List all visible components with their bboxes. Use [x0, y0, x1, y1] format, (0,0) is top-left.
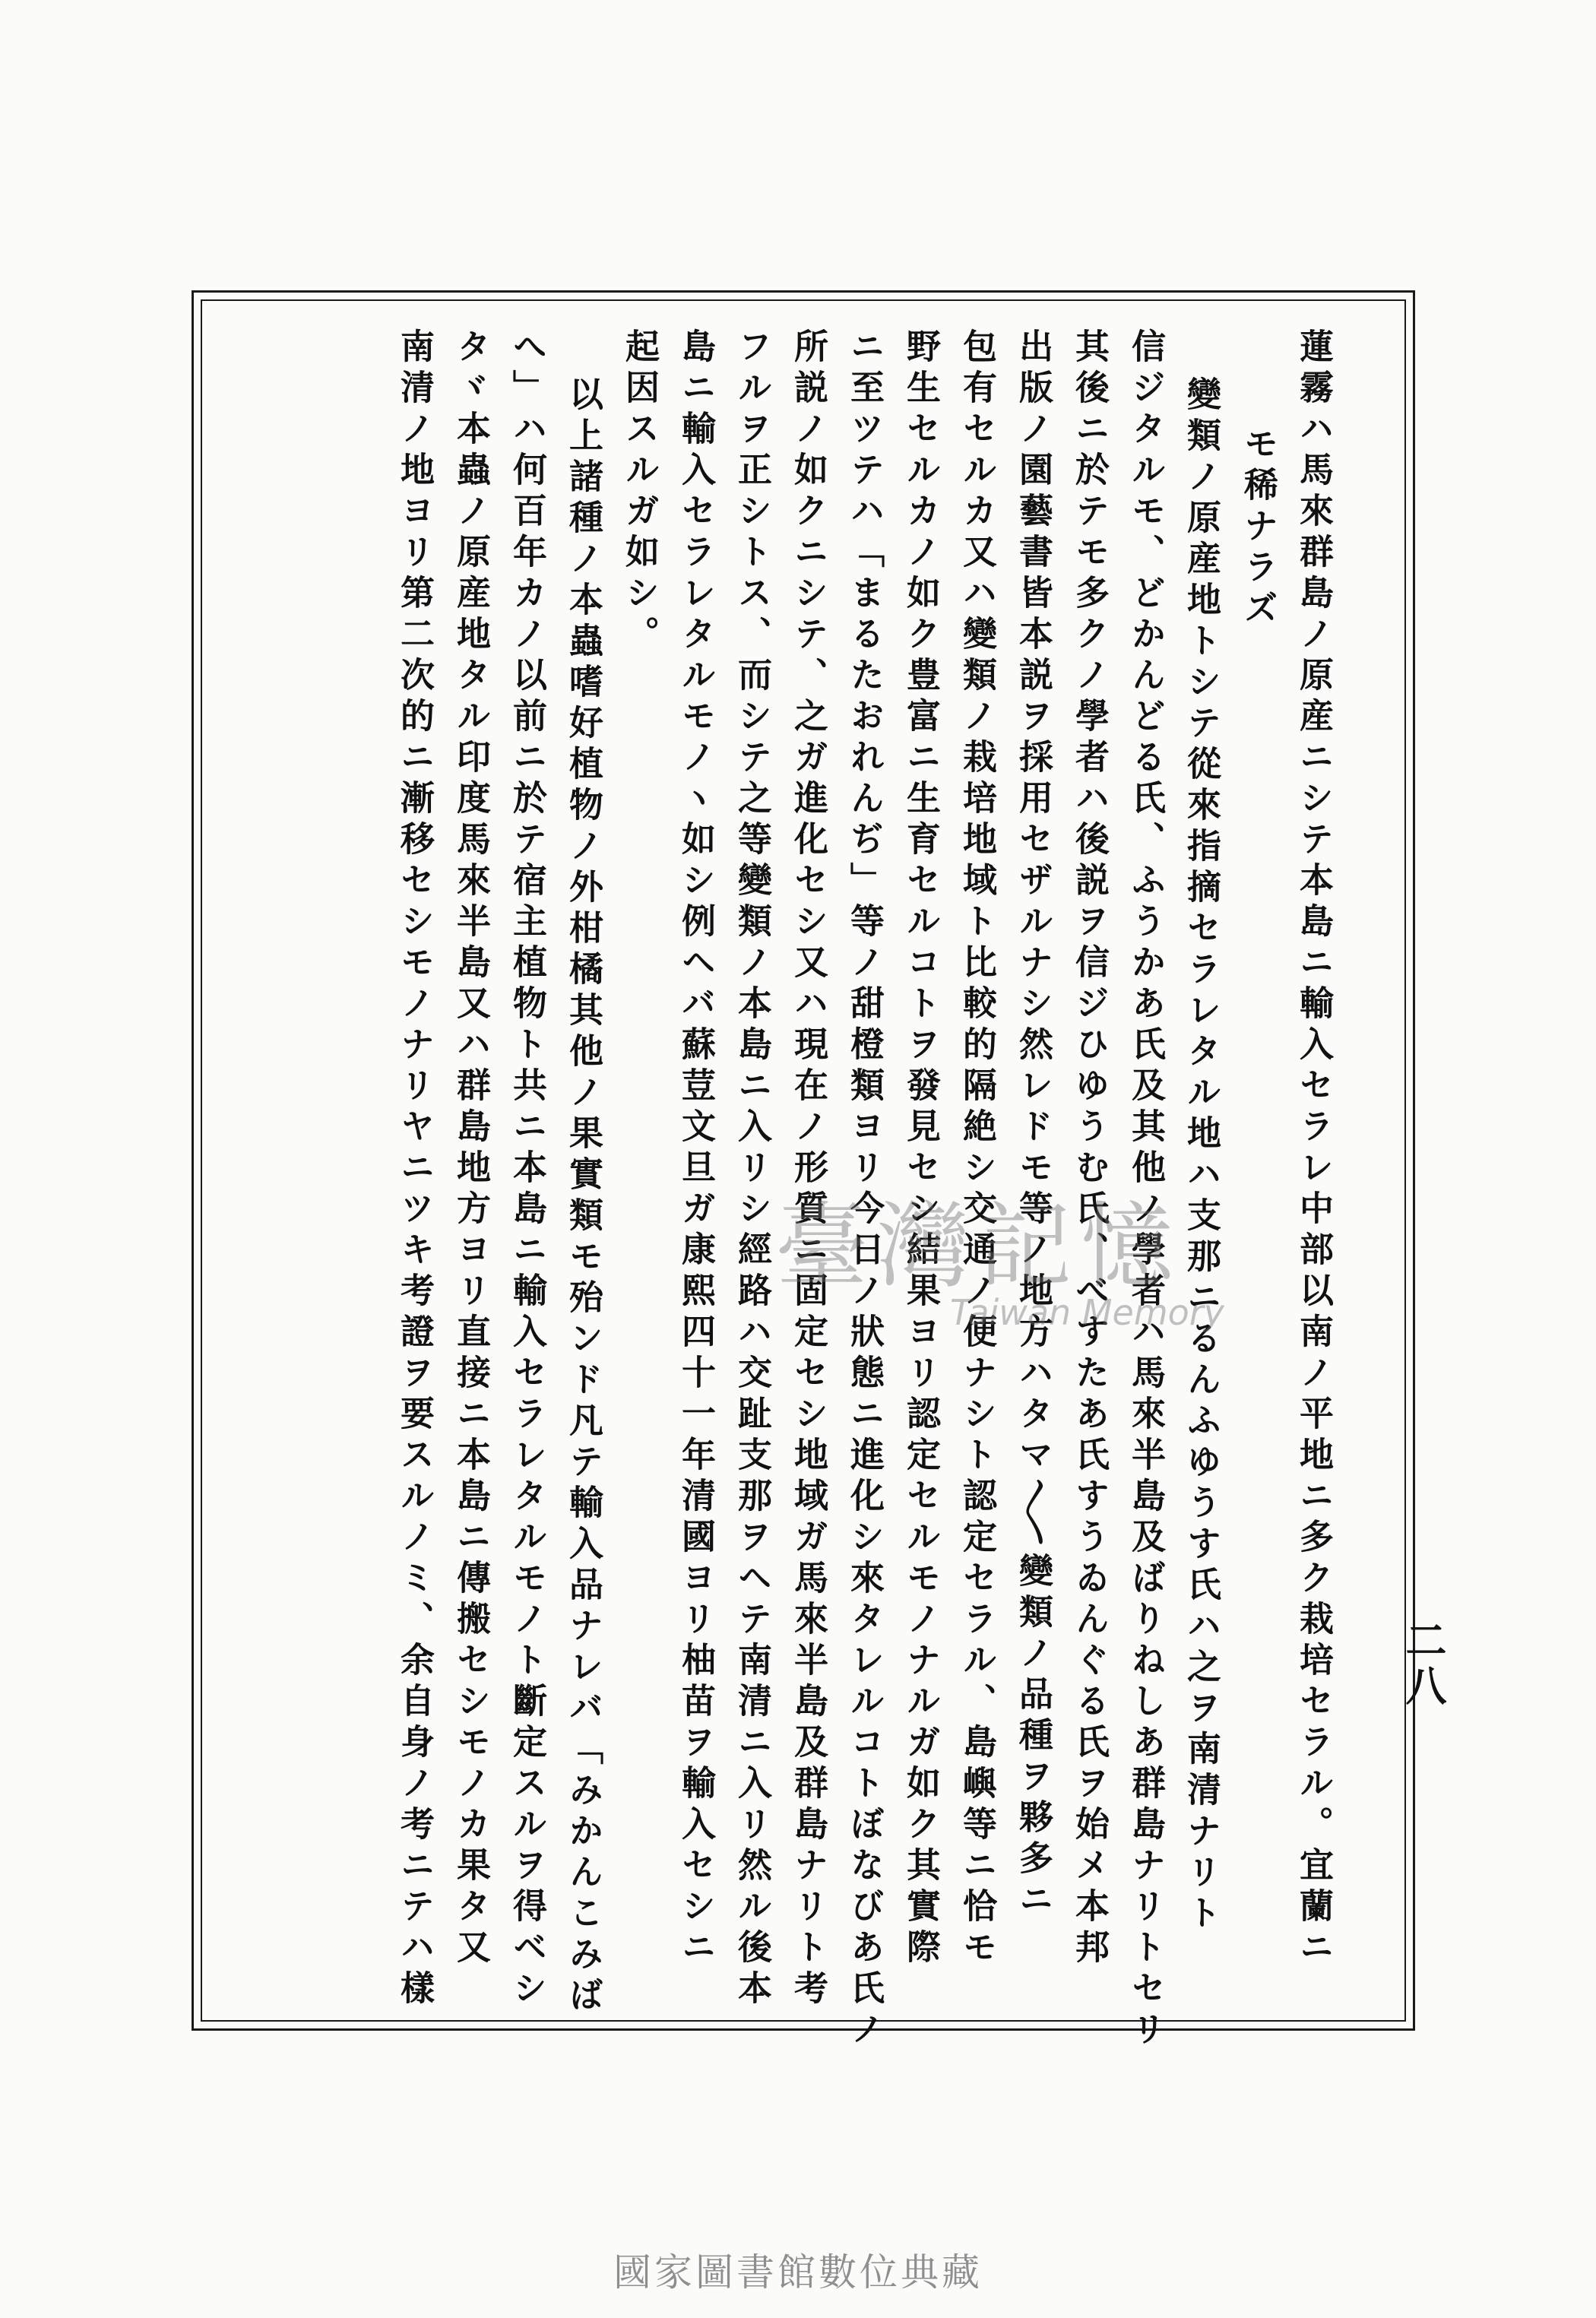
footer-collection-label: 國家圖書館數位典藏 [613, 2250, 983, 2294]
text-column-15: へ」ハ何百年カノ以前ニ於テ宿主植物ト共ニ本島ニ輸入セラレタルモノト斷定スルヲ得ベシ [507, 328, 547, 2011]
text-column-13: 起因スルガ如シ。 [619, 328, 660, 657]
text-column-17: 南清ノ地ヨリ第二次的ニ漸移セシモノナリヤニツキ考證ヲ要スルノミ、余自身ノ考ニテハ樣 [394, 328, 435, 2011]
text-column-9: ニ至ツテハ「まるたおれんぢ」等ノ甜橙類ヨリ今日ノ狀態ニ進化シ來タレルコトぼなびあ氏ノ [844, 328, 885, 2052]
text-column-8: 野生セルカノ如ク豊富ニ生育セルコトヲ發見セシ結果ヨリ認定セルモノナルガ如ク其實際 [901, 328, 941, 1970]
text-column-4: 信ジタルモ、どかんどる氏、ふうかあ氏及其他ノ學者ハ馬來半島及ばりねしあ群島ナリトセリ [1126, 328, 1166, 2052]
text-column-14: 以上諸種ノ本蟲嗜好植物ノ外柑橘其他ノ果實類モ殆ンド凡テ輸入品ナレバ「みかんこみば [563, 376, 603, 2018]
text-column-2: モ稀ナラズ [1238, 426, 1278, 631]
text-column-10: 所説ノ如クニシテ、之ガ進化セシ又ハ現在ノ形質ニ固定セシ地域ガ馬來半島及群島ナリト考 [788, 328, 828, 2011]
text-column-3: 變類ノ原産地トシテ從來指摘セラレタル地ハ支那ニるんふゆうす氏ハ之ヲ南清ナリト [1181, 376, 1221, 1936]
watermark [775, 1193, 1292, 1360]
text-column-16: タヾ本蟲ノ原産地タル印度馬來半島又ハ群島地方ヨリ直接ニ本島ニ傳搬セシモノカ果タ又 [451, 328, 491, 1970]
text-column-6: 出版ノ園藝書皆本説ヲ採用セザルナシ然レドモ等ノ地方ハタマ〳〵變類ノ品種ヲ夥多ニ [1013, 328, 1053, 1922]
text-column-7: 包有セルカ又ハ變類ノ栽培地域ト比較的隔絶シ交通ノ便ナシト認定セラル、島嶼等ニ恰モ [957, 328, 997, 1970]
page-number: 二八 [1399, 1619, 1448, 1710]
text-column-12: 島ニ輸入セラレタルモノヽ如シ例ヘバ蘇荳文旦ガ康熙四十一年清國ヨリ柚苗ヲ輸入セシニ [676, 328, 716, 1970]
watermark-subtitle: Taiwan Memory [950, 1292, 1224, 1333]
text-column-1: 蓮霧ハ馬來群島ノ原産ニシテ本島ニ輸入セラレ中部以南ノ平地ニ多ク栽培セラル。宜蘭ニ [1294, 328, 1334, 1970]
text-column-5: 其後ニ於テモ多クノ學者ハ後説ヲ信ジひゆうむ氏、べすたあ氏すうゐんぐる氏ヲ始メ本邦 [1069, 328, 1110, 1970]
text-column-11: フルヲ正シトス、而シテ之等變類ノ本島ニ入リシ經路ハ交趾支那ヲヘテ南清ニ入リ然ル後本 [732, 328, 772, 2011]
watermark-title: 臺灣記憶 [775, 1192, 1183, 1300]
